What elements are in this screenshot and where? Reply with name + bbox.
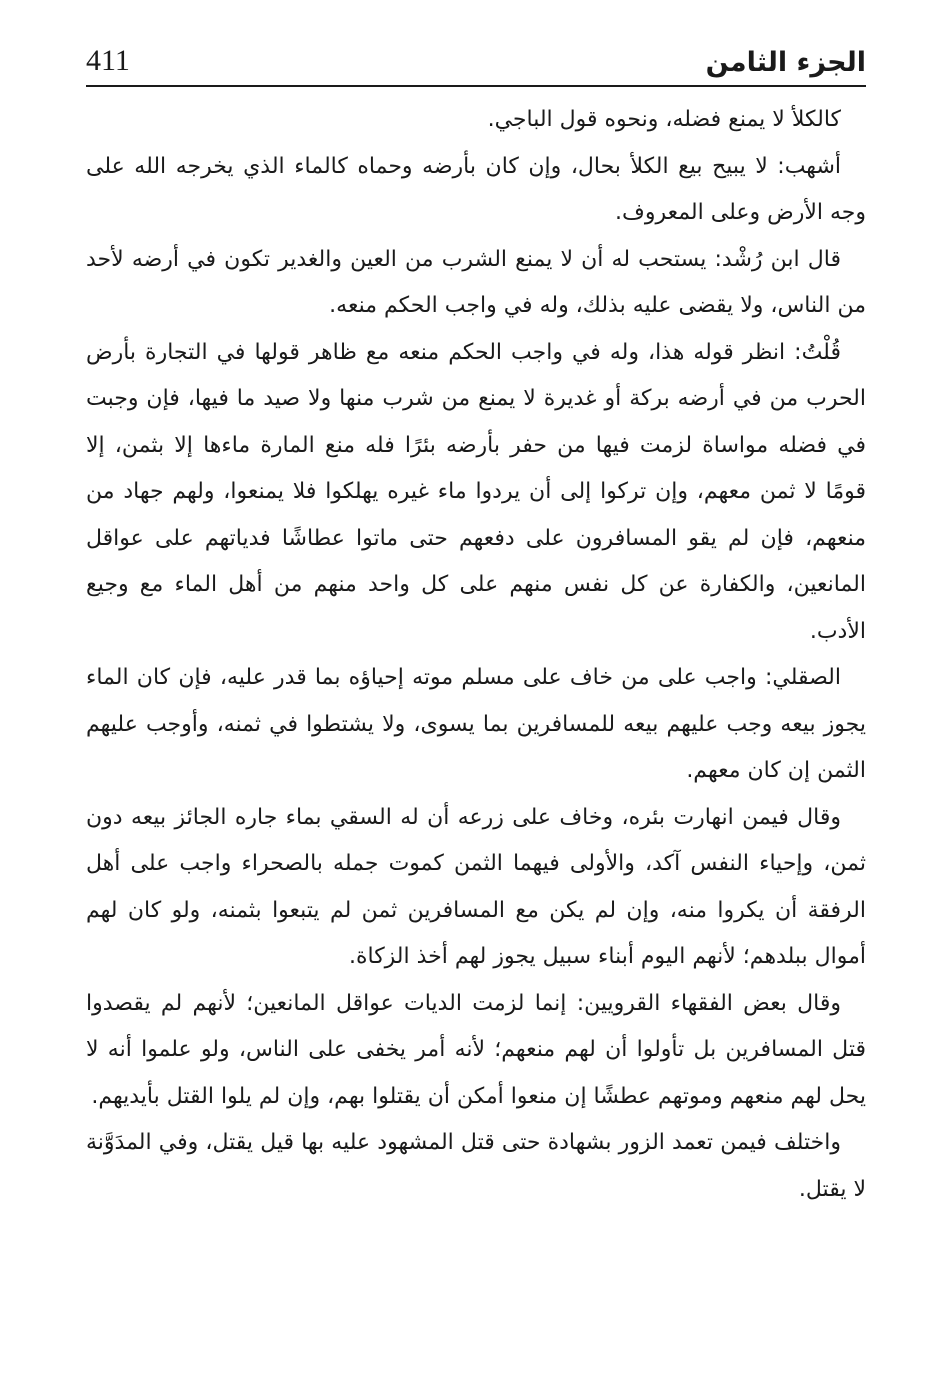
- body-text: [86, 97, 866, 1213]
- paragraph: وقال فيمن انهارت بئره، وخاف على زرعه أن له السقي بماء جاره الجائز بيعه دون ثمن، وإحياء النفس آكد، والأولى فيهما الثمن كموت جمله بالصحراء واجب على أهل الرفقة أن يكروا منه، وإن لم يكن مع المسافرين ثمن لم يتبعوا بثمنه، ولو كان لهم أموال ببلدهم؛ لأنهم اليوم أبناء سبيل يجوز لهم أخذ الزكاة.: [86, 804, 866, 969]
- header-rule: [86, 85, 866, 87]
- running-title: الجزء الثامن: [705, 47, 866, 78]
- paragraph: واختلف فيمن تعمد الزور بشهادة حتى قتل المشهود عليه بها قيل يقتل، وفي المدَوَّنة لا يقتل.: [86, 1130, 866, 1202]
- paragraph: قُلْتُ: انظر قوله هذا، وله في واجب الحكم منعه مع ظاهر قولها في التجارة بأرض الحرب من في أرضه بركة أو غديرة لا يمنع من شرب منها ولا صيد ما فيها، فإن وجبت في فضله مواساة لزمت فيها من حفر بأرضه بئرًا فله منع المارة ماءها إلا بثمن، إلا قومًا لا ثمن معهم، وإن تركوا إلى أن يردوا ماء غيره يهلكوا فلا يمنعوا، ولهم جهاد من منعهم، فإن لم يقو المسافرون على دفعهم حتى ماتوا عطاشًا فدياتهم على عواقل المانعين، والكفارة عن كل نفس منهم على كل واحد منهم من أهل الماء مع وجيع الأدب.: [86, 339, 866, 644]
- paragraph: وقال بعض الفقهاء القرويين: إنما لزمت الديات عواقل المانعين؛ لأنهم لم يقصدوا قتل المسافرين بل تأولوا أن لهم منعهم؛ لأنه أمر يخفى على الناس، ولو علموا أنه لا يحل لهم منعهم وموتهم عطشًا إن منعوا أمكن أن يقتلوا بهم، وإن لم يلوا القتل بأيديهم.: [86, 990, 866, 1109]
- paragraph: أشهب: لا يبيح بيع الكلأ بحال، وإن كان بأرضه وحماه كالماء الذي يخرجه الله على وجه الأرض وعلى المعروف.: [86, 153, 866, 225]
- page-number: 411: [86, 44, 130, 77]
- paragraph: الصقلي: واجب على من خاف على مسلم موته إحياؤه بما قدر عليه، فإن كان الماء يجوز بيعه وجب عليهم بيعه للمسافرين بما يسوى، ولا يشتطوا في ثمنه، وأوجب عليهم الثمن إن كان معهم.: [86, 665, 866, 783]
- paragraph: كالكلأ لا يمنع فضله، ونحوه قول الباجي.: [487, 107, 841, 132]
- paragraph: قال ابن رُشْد: يستحب له أن لا يمنع الشرب من العين والغدير تكون في أرضه لأحد من الناس، ولا يقضى عليه بذلك، وله في واجب الحكم منعه.: [86, 246, 866, 318]
- page-header: [86, 28, 866, 84]
